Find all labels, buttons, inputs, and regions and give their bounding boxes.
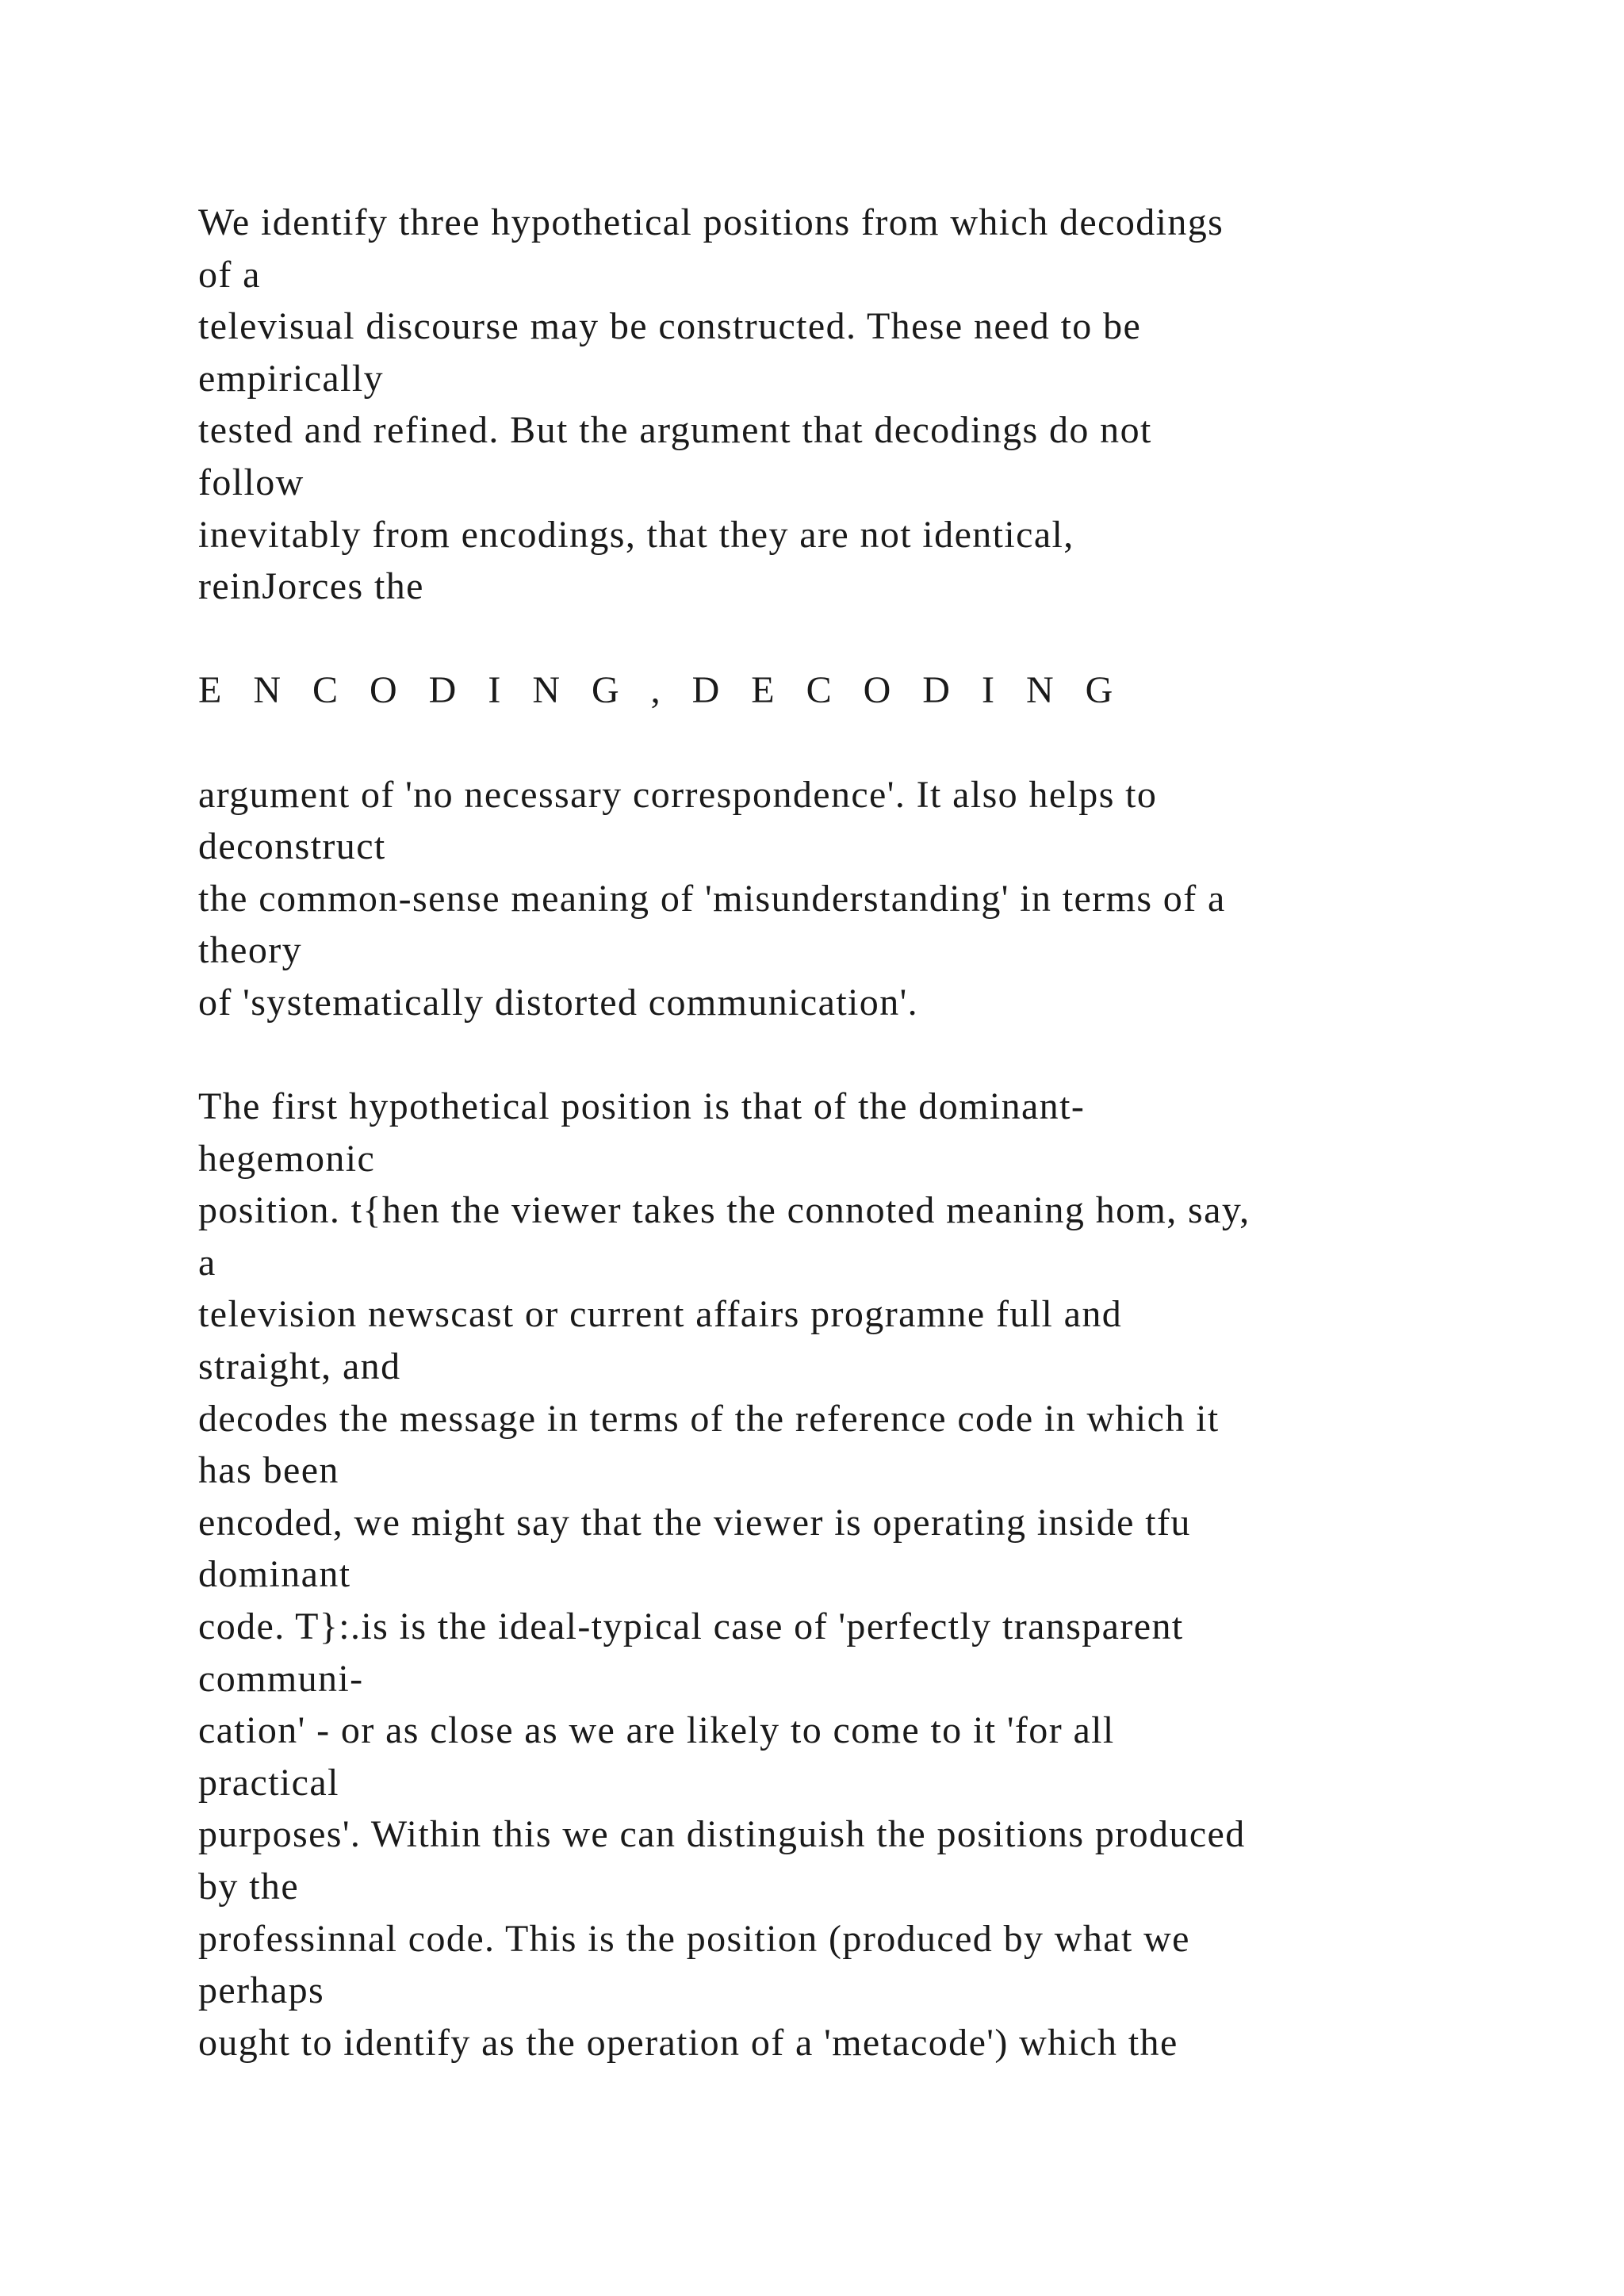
paragraph-1 [198, 197, 1507, 613]
text-line: professinnal code. This is the position (produced by what we [198, 1917, 1190, 1960]
paragraph-2 [198, 769, 1507, 1029]
text-line: purposes'. Within this we can distinguish the positions produced [198, 1813, 1246, 1856]
text-line: ought to identify as the operation of a 'metacode') which the [198, 2021, 1178, 2064]
paragraph-gap [198, 1029, 1507, 1081]
text-line: position. t{hen the viewer takes the connoted meaning hom, say, [198, 1189, 1251, 1232]
text-line: empirically [198, 357, 384, 400]
paragraph-3 [198, 1081, 1507, 2068]
text-line: argument of 'no necessary correspondence'. It also helps to [198, 773, 1158, 816]
text-line: reinJorces the [198, 565, 424, 608]
text-line: communi- [198, 1657, 364, 1700]
text-line: theory [198, 929, 303, 972]
text-line: encoded, we might say that the viewer is operating inside tfu [198, 1501, 1191, 1544]
text-line: follow [198, 461, 304, 503]
text-line: of 'systematically distorted communication'. [198, 981, 919, 1024]
text-line: hegemonic [198, 1137, 376, 1180]
text-line: deconstruct [198, 825, 386, 868]
text-line: a [198, 1241, 216, 1284]
paragraph-gap [198, 717, 1507, 769]
paragraph-gap [198, 613, 1507, 665]
text-line: straight, and [198, 1345, 401, 1388]
text-line: practical [198, 1761, 339, 1804]
text-line: perhaps [198, 1969, 325, 2012]
text-line: tested and refined. But the argument that decodings do not [198, 409, 1152, 452]
text-line: We identify three hypothetical positions from which decodings [198, 201, 1224, 243]
text-line: has been [198, 1449, 339, 1492]
text-line: television newscast or current affairs programne full and [198, 1293, 1123, 1336]
text-line: televisual discourse may be constructed. These need to be [198, 305, 1142, 348]
text-line: dominant [198, 1553, 351, 1596]
text-line: cation' - or as close as we are likely to come to it 'for all [198, 1709, 1115, 1752]
text-line: code. T}:.is is the ideal-typical case of 'perfectly transparent [198, 1605, 1184, 1648]
text-line: The first hypothetical position is that of the dominant- [198, 1085, 1086, 1128]
text-line: the common-sense meaning of 'misunderstanding' in terms of a [198, 877, 1226, 920]
document-body [198, 197, 1507, 2068]
text-line: of a [198, 253, 261, 296]
running-heading: E N C O D I N G , D E C O D I N G [198, 669, 1124, 712]
text-line: by the [198, 1866, 300, 1908]
text-line: decodes the message in terms of the reference code in which it [198, 1397, 1220, 1440]
text-line: inevitably from encodings, that they are not identical, [198, 513, 1074, 556]
